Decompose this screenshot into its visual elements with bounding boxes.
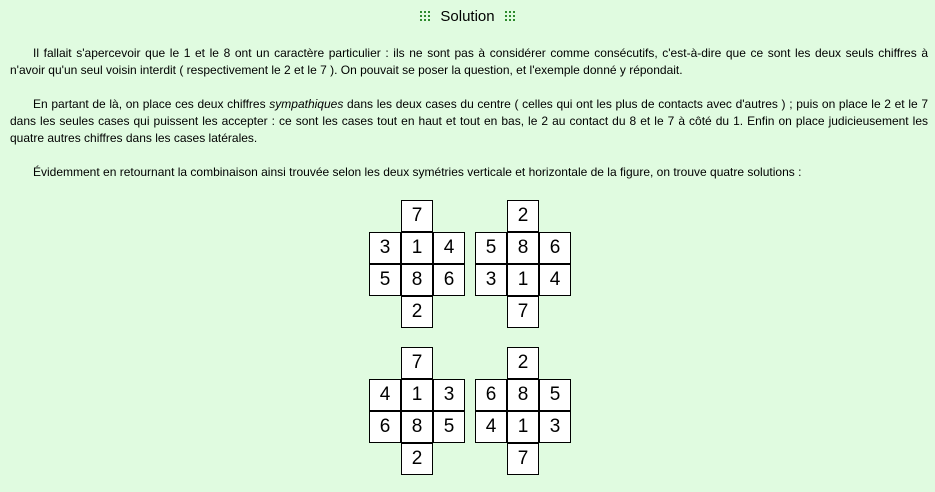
paragraph-explanation: Il fallait s'apercevoir que le 1 et le 8 ont un caractère particulier : ils ne sont pas à considérer comme consécutifs, c'est-à-dire que ce sont les deux seuls chiffres à n'avoir qu'un seul voisin interdit ( respectivement le 2 et le 7 ). On pouvait se poser la question, et l'exemple donné y répondait. bbox=[10, 46, 928, 77]
solution-grid-3 bbox=[369, 347, 463, 475]
grid-cell: 2 bbox=[507, 200, 539, 232]
grid-cell: 2 bbox=[401, 443, 433, 475]
grid-cell: 8 bbox=[507, 379, 539, 411]
solution-grid-4 bbox=[475, 347, 569, 475]
grid-cell: 1 bbox=[401, 232, 433, 264]
grid-cell: 5 bbox=[539, 379, 571, 411]
grid-cell: 2 bbox=[507, 347, 539, 379]
grid-cell: 8 bbox=[507, 232, 539, 264]
grid-cell: 8 bbox=[401, 411, 433, 443]
grid-cell: 3 bbox=[539, 411, 571, 443]
grid-cell: 5 bbox=[475, 232, 507, 264]
grid-cell: 5 bbox=[433, 411, 465, 443]
grid-cell: 3 bbox=[433, 379, 465, 411]
solution-grid-1 bbox=[369, 200, 463, 328]
grid-cell: 3 bbox=[369, 232, 401, 264]
grid-cell: 2 bbox=[401, 296, 433, 328]
grid-cell: 7 bbox=[507, 443, 539, 475]
grid-cell: 6 bbox=[475, 379, 507, 411]
grid-cell: 6 bbox=[433, 264, 465, 296]
dots-icon bbox=[420, 11, 430, 21]
grid-cell: 6 bbox=[539, 232, 571, 264]
dots-icon bbox=[505, 11, 515, 21]
grid-cell: 1 bbox=[401, 379, 433, 411]
grid-cell: 6 bbox=[369, 411, 401, 443]
grid-cell: 7 bbox=[507, 296, 539, 328]
grid-cell: 4 bbox=[433, 232, 465, 264]
solution-grid-2 bbox=[475, 200, 569, 328]
grid-cell: 8 bbox=[401, 264, 433, 296]
grid-cell: 1 bbox=[507, 411, 539, 443]
grid-cell: 5 bbox=[369, 264, 401, 296]
paragraph-method: En partant de là, on place ces deux chiffres sympathiques dans les deux cases du centre ( celles qui ont les plus de contacts avec d'autres ) ; puis on place le 2 et le 7 dans les seules cases qui puissent les accepter : ce sont les cases tout en haut et tout en bas, le 2 au contact du 8 et le 7 à côté du 1. Enfin on place judicieusement les quatre autres chiffres dans les cases latérales. bbox=[10, 97, 928, 145]
solution-heading bbox=[0, 8, 935, 26]
grid-cell: 4 bbox=[539, 264, 571, 296]
grid-cell: 4 bbox=[475, 411, 507, 443]
grid-cell: 1 bbox=[507, 264, 539, 296]
grid-cell: 3 bbox=[475, 264, 507, 296]
emphasis-word: sympathiques bbox=[269, 97, 344, 111]
grid-cell: 7 bbox=[401, 200, 433, 232]
grid-cell: 4 bbox=[369, 379, 401, 411]
grid-cell: 7 bbox=[401, 347, 433, 379]
paragraph-conclusion: Évidemment en retournant la combinaison ainsi trouvée selon les deux symétries verticale et horizontale de la figure, on trouve quatre solutions : bbox=[33, 165, 802, 179]
solution-title: Solution bbox=[440, 8, 495, 25]
